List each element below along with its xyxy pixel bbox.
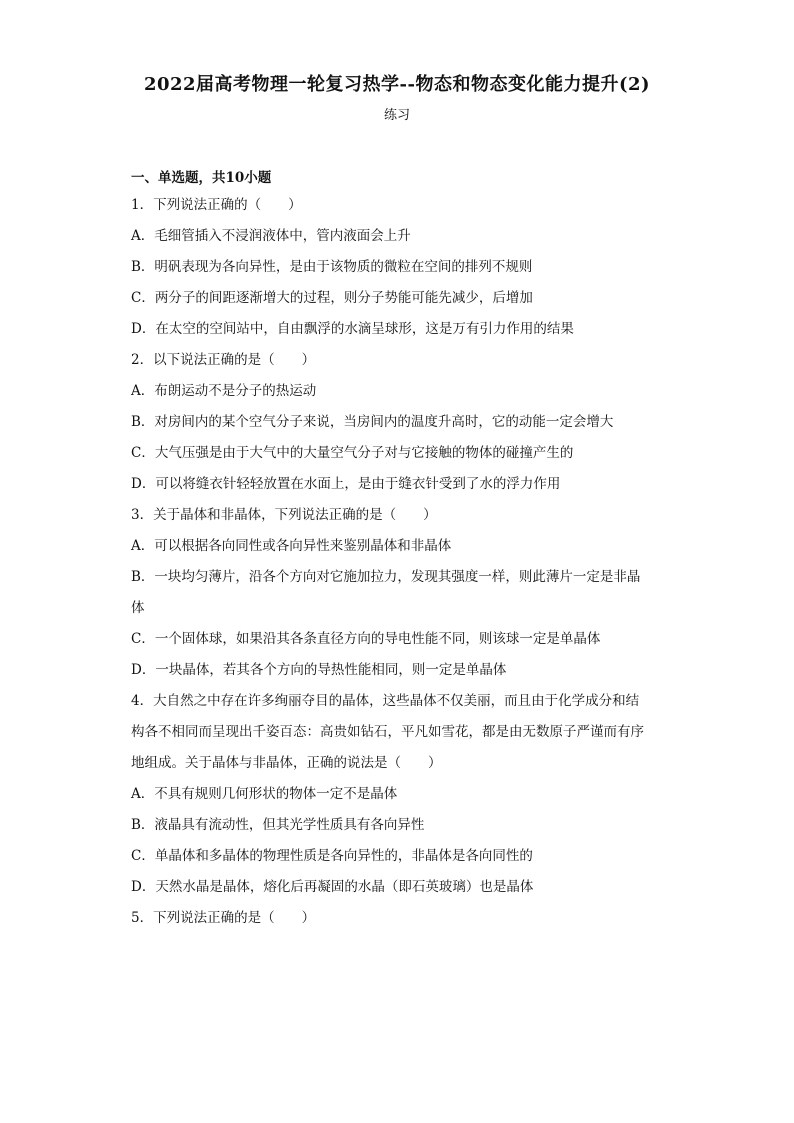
question-stem-line: 地组成。关于晶体与非晶体，正确的说法是（ ） (131, 755, 442, 771)
question-4 (131, 686, 671, 903)
option-line: C．大气压强是由于大气中的大量空气分子对与它接触的物体的碰撞产生的 (131, 445, 574, 461)
question-1 (131, 190, 671, 345)
option-line: C．一个固体球，如果沿其各条直径方向的导电性能不同，则该球一定是单晶体 (131, 631, 601, 647)
question-3 (131, 500, 671, 686)
option-line: A．布朗运动不是分子的热运动 (131, 383, 317, 399)
question-2 (131, 345, 671, 500)
question-stem-line: 5．下列说法正确的是（ ） (131, 910, 316, 926)
option-line: A．毛细管插入不浸润液体中，管内液面会上升 (131, 228, 411, 244)
question-5 (131, 903, 671, 934)
option-line: C．两分子的间距逐渐增大的过程，则分子势能可能先减少，后增加 (131, 290, 533, 306)
question-stem-line: 4．大自然之中存在许多绚丽夺目的晶体，这些晶体不仅美丽，而且由于化学成分和结 (131, 693, 640, 709)
option-line: B．对房间内的某个空气分子来说，当房间内的温度升高时，它的动能一定会增大 (131, 414, 614, 430)
document-subtitle: 练习 (383, 108, 410, 123)
question-stem-line: 2．以下说法正确的是（ ） (131, 352, 316, 368)
question-stem-line: 构各不相同而呈现出千姿百态：高贵如钻石，平凡如雪花，都是由无数原子严谨而有序 (131, 724, 644, 740)
option-line: D．可以将缝衣针轻轻放置在水面上，是由于缝衣针受到了水的浮力作用 (131, 476, 561, 492)
option-line: A．不具有规则几何形状的物体一定不是晶体 (131, 786, 398, 802)
option-line: B．液晶具有流动性，但其光学性质具有各向异性 (131, 817, 425, 833)
option-line: B．一块均匀薄片，沿各个方向对它施加拉力，发现其强度一样，则此薄片一定是非晶 (131, 569, 641, 585)
option-line: A．可以根据各向同性或各向异性来鉴别晶体和非晶体 (131, 538, 452, 554)
option-line: D．在太空的空间站中，自由飘浮的水滴呈球形，这是万有引力作用的结果 (131, 321, 574, 337)
option-line: 体 (131, 600, 145, 616)
question-stem-line: 3．关于晶体和非晶体，下列说法正确的是（ ） (131, 507, 437, 523)
option-line: D．一块晶体，若其各个方向的导热性能相同，则一定是单晶体 (131, 662, 507, 678)
option-line: D．天然水晶是晶体，熔化后再凝固的水晶（即石英玻璃）也是晶体 (131, 879, 534, 895)
option-line: C．单晶体和多晶体的物理性质是各向异性的，非晶体是各向同性的 (131, 848, 533, 864)
document-title: 2022届高考物理一轮复习热学--物态和物态变化能力提升(2) (143, 74, 651, 95)
option-line: B．明矾表现为各向异性，是由于该物质的微粒在空间的排列不规则 (131, 259, 533, 275)
question-list (131, 190, 671, 934)
section-heading: 一、单选题，共10小题 (131, 170, 272, 186)
question-stem-line: 1．下列说法正确的（ ） (131, 197, 302, 213)
